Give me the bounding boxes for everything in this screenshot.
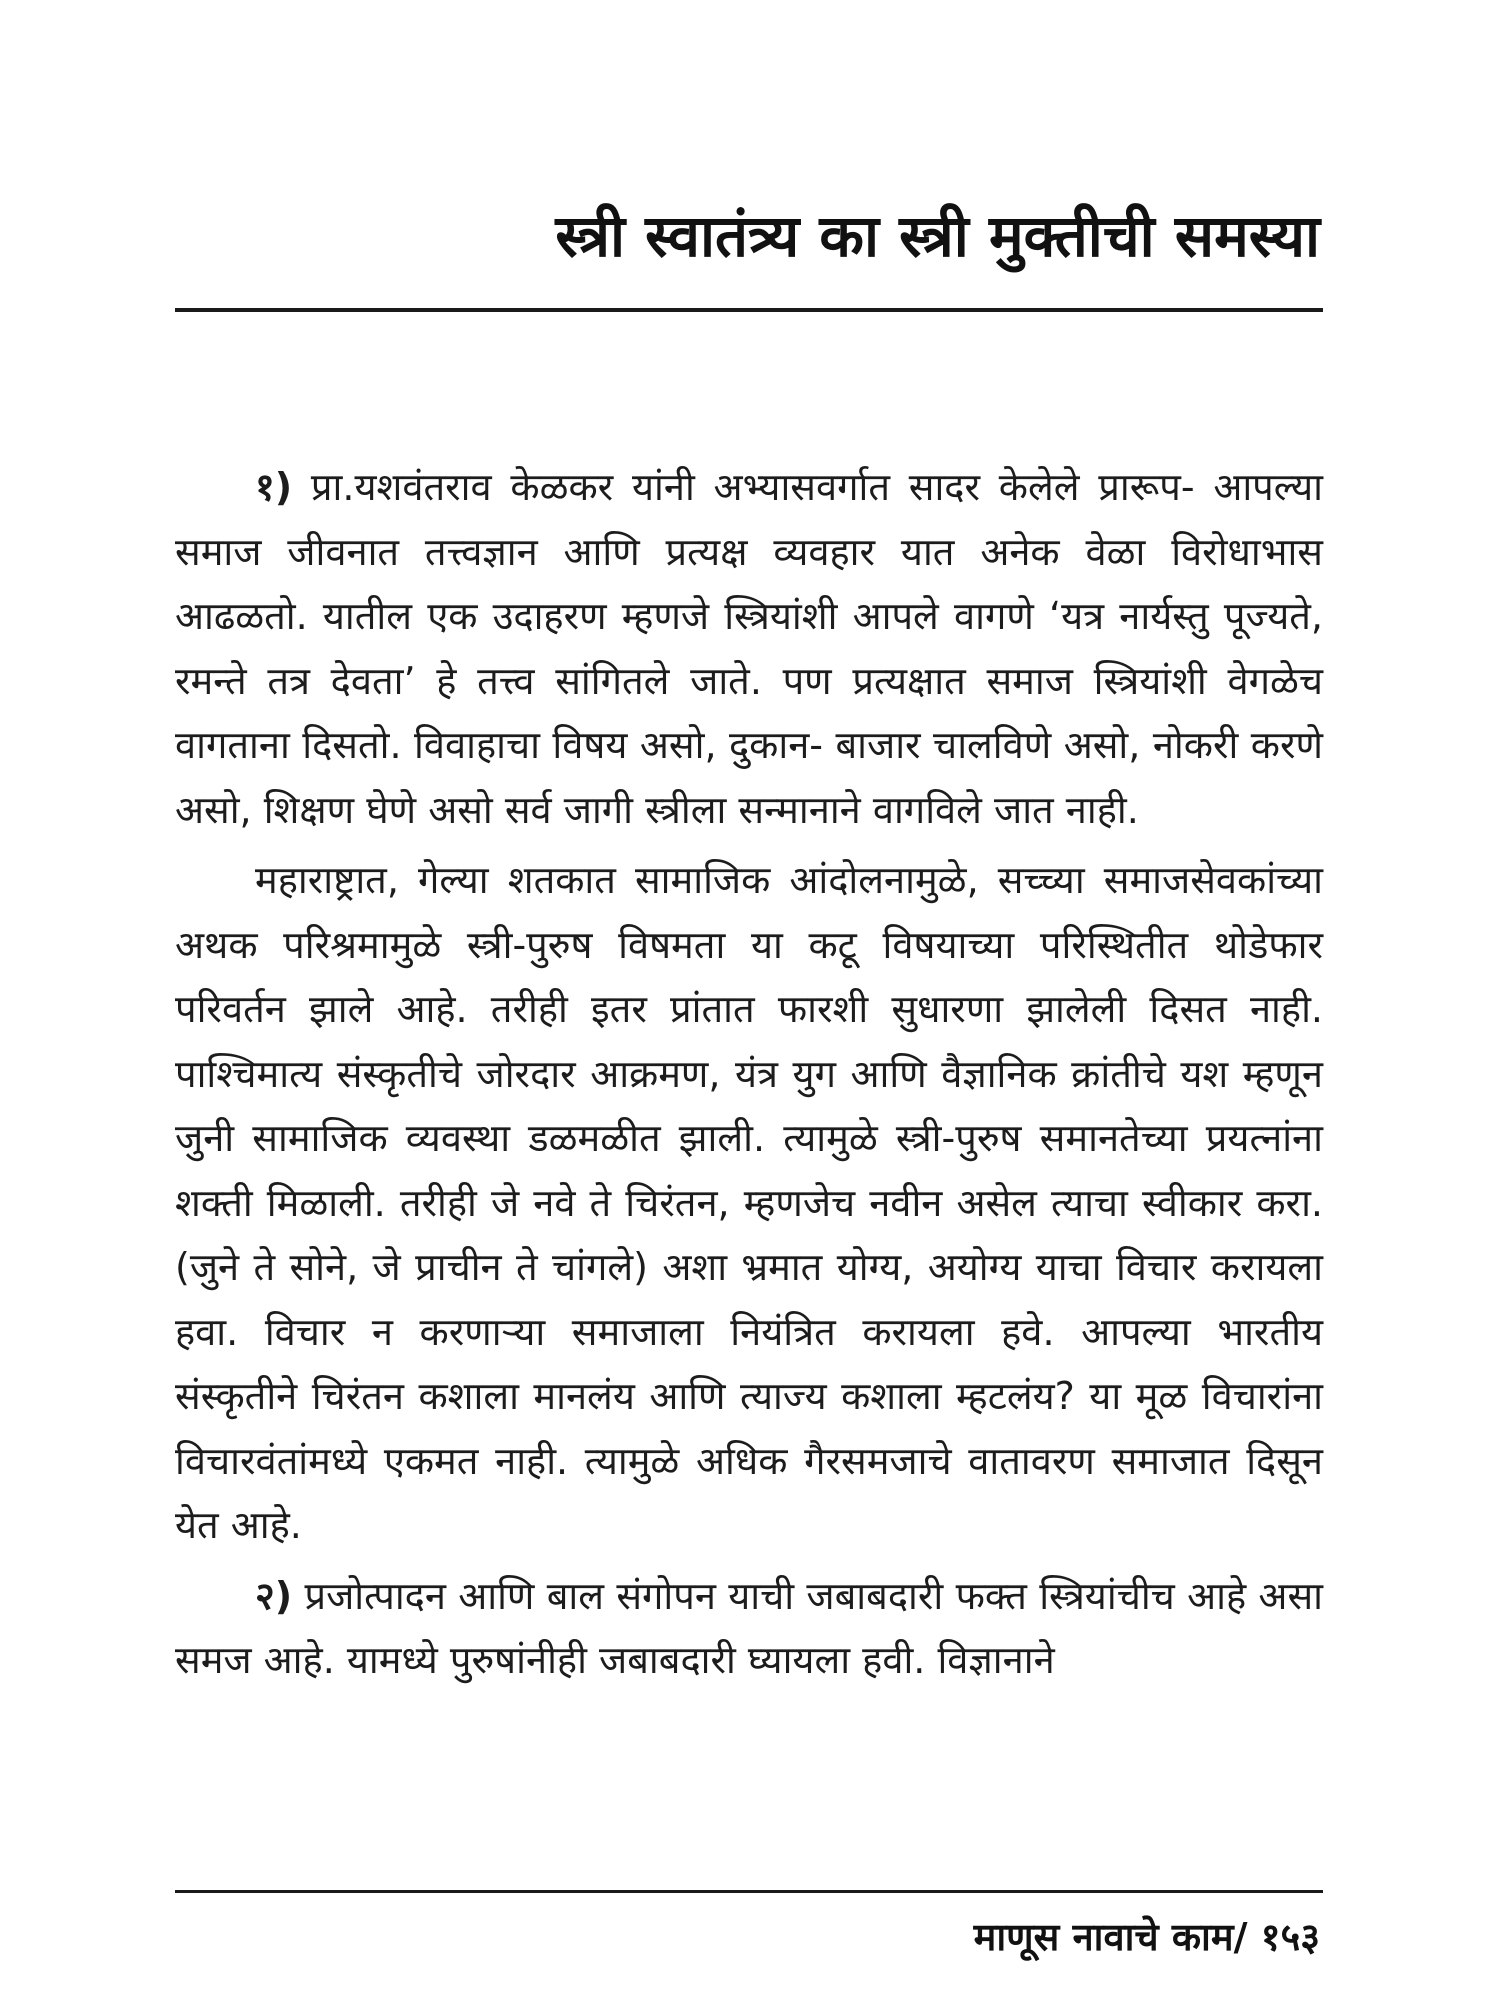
paragraph-number: २) [255, 1573, 293, 1618]
chapter-body [175, 455, 1323, 1699]
paragraph-number: १) [255, 465, 293, 509]
chapter-heading: स्त्री स्वातंत्र्य का स्त्री मुक्तीची समस्या [555, 202, 1320, 270]
page-footer [974, 1910, 1320, 1962]
heading-divider [175, 308, 1323, 312]
paragraph-text: प्रजोत्पादन आणि बाल संगोपन याची जबाबदारी फक्त स्त्रियांचीच आहे असा समज आहे. यामध्ये पुरुषांनीही जबाबदारी घ्यायला हवी. विज्ञानाने [175, 1573, 1323, 1682]
paragraph-text: प्रा.यशवंतराव केळकर यांनी अभ्यासवर्गात सादर केलेले प्रारूप- आपल्या समाज जीवनात तत्त्वज्ञान आणि प्रत्यक्ष व्यवहार यात अनेक वेळा विरोधाभास आढळतो. यातील एक उदाहरण म्हणजे स्त्रियांशी आपले वागणे ‘यत्र नार्यस्तु पूज्यते, रमन्ते तत्र देवता’ हे तत्त्व सांगितले जाते. पण प्रत्यक्षात समाज स्त्रियांशी वेगळेच वागताना दिसतो. विवाहाचा विषय असो, दुकान- बाजार चालविणे असो, नोकरी करणे असो, शिक्षण घेणे असो सर्व जागी स्त्रीला सन्मानाने वागविले जात नाही. [175, 465, 1323, 832]
paragraph-text: महाराष्ट्रात, गेल्या शतकात सामाजिक आंदोलनामुळे, सच्च्या समाजसेवकांच्या अथक परिश्रमामुळे स्त्री-पुरुष विषमता या कटू विषयाच्या परिस्थितीत थोडेफार परिवर्तन झाले आहे. तरीही इतर प्रांतात फारशी सुधारणा झालेली दिसत नाही. पाश्चिमात्य संस्कृतीचे जोरदार आक्रमण, यंत्र युग आणि वैज्ञानिक क्रांतीचे यश म्हणून जुनी सामाजिक व्यवस्था डळमळीत झाली. त्यामुळे स्त्री-पुरुष समानतेच्या प्रयत्नांना शक्ती मिळाली. तरीही जे नवे ते चिरंतन, म्हणजेच नवीन असेल त्याचा स्वीकार करा. (जुने ते सोने, जे प्राचीन ते चांगले) अशा भ्रमात योग्य, अयोग्य याचा विचार करायला हवा. विचार न करणाऱ्या समाजाला नियंत्रित करायला हवे. आपल्या भारतीय संस्कृतीने चिरंतन कशाला मानलंय आणि त्याज्य कशाला म्हटलंय? या मूळ विचारांना विचारवंतांमध्ये एकमत नाही. त्यामुळे अधिक गैरसमजाचे वातावरण समाजात दिसून येत आहे. [175, 858, 1323, 1547]
page-number: १५३ [1260, 1915, 1320, 1959]
book-title: माणूस नावाचे काम [973, 1915, 1234, 1959]
paragraph-1 [175, 455, 1323, 842]
paragraph-2 [175, 848, 1323, 1558]
footer-separator: / [1233, 1915, 1248, 1959]
footer-divider [175, 1890, 1323, 1893]
paragraph-3 [175, 1564, 1323, 1693]
